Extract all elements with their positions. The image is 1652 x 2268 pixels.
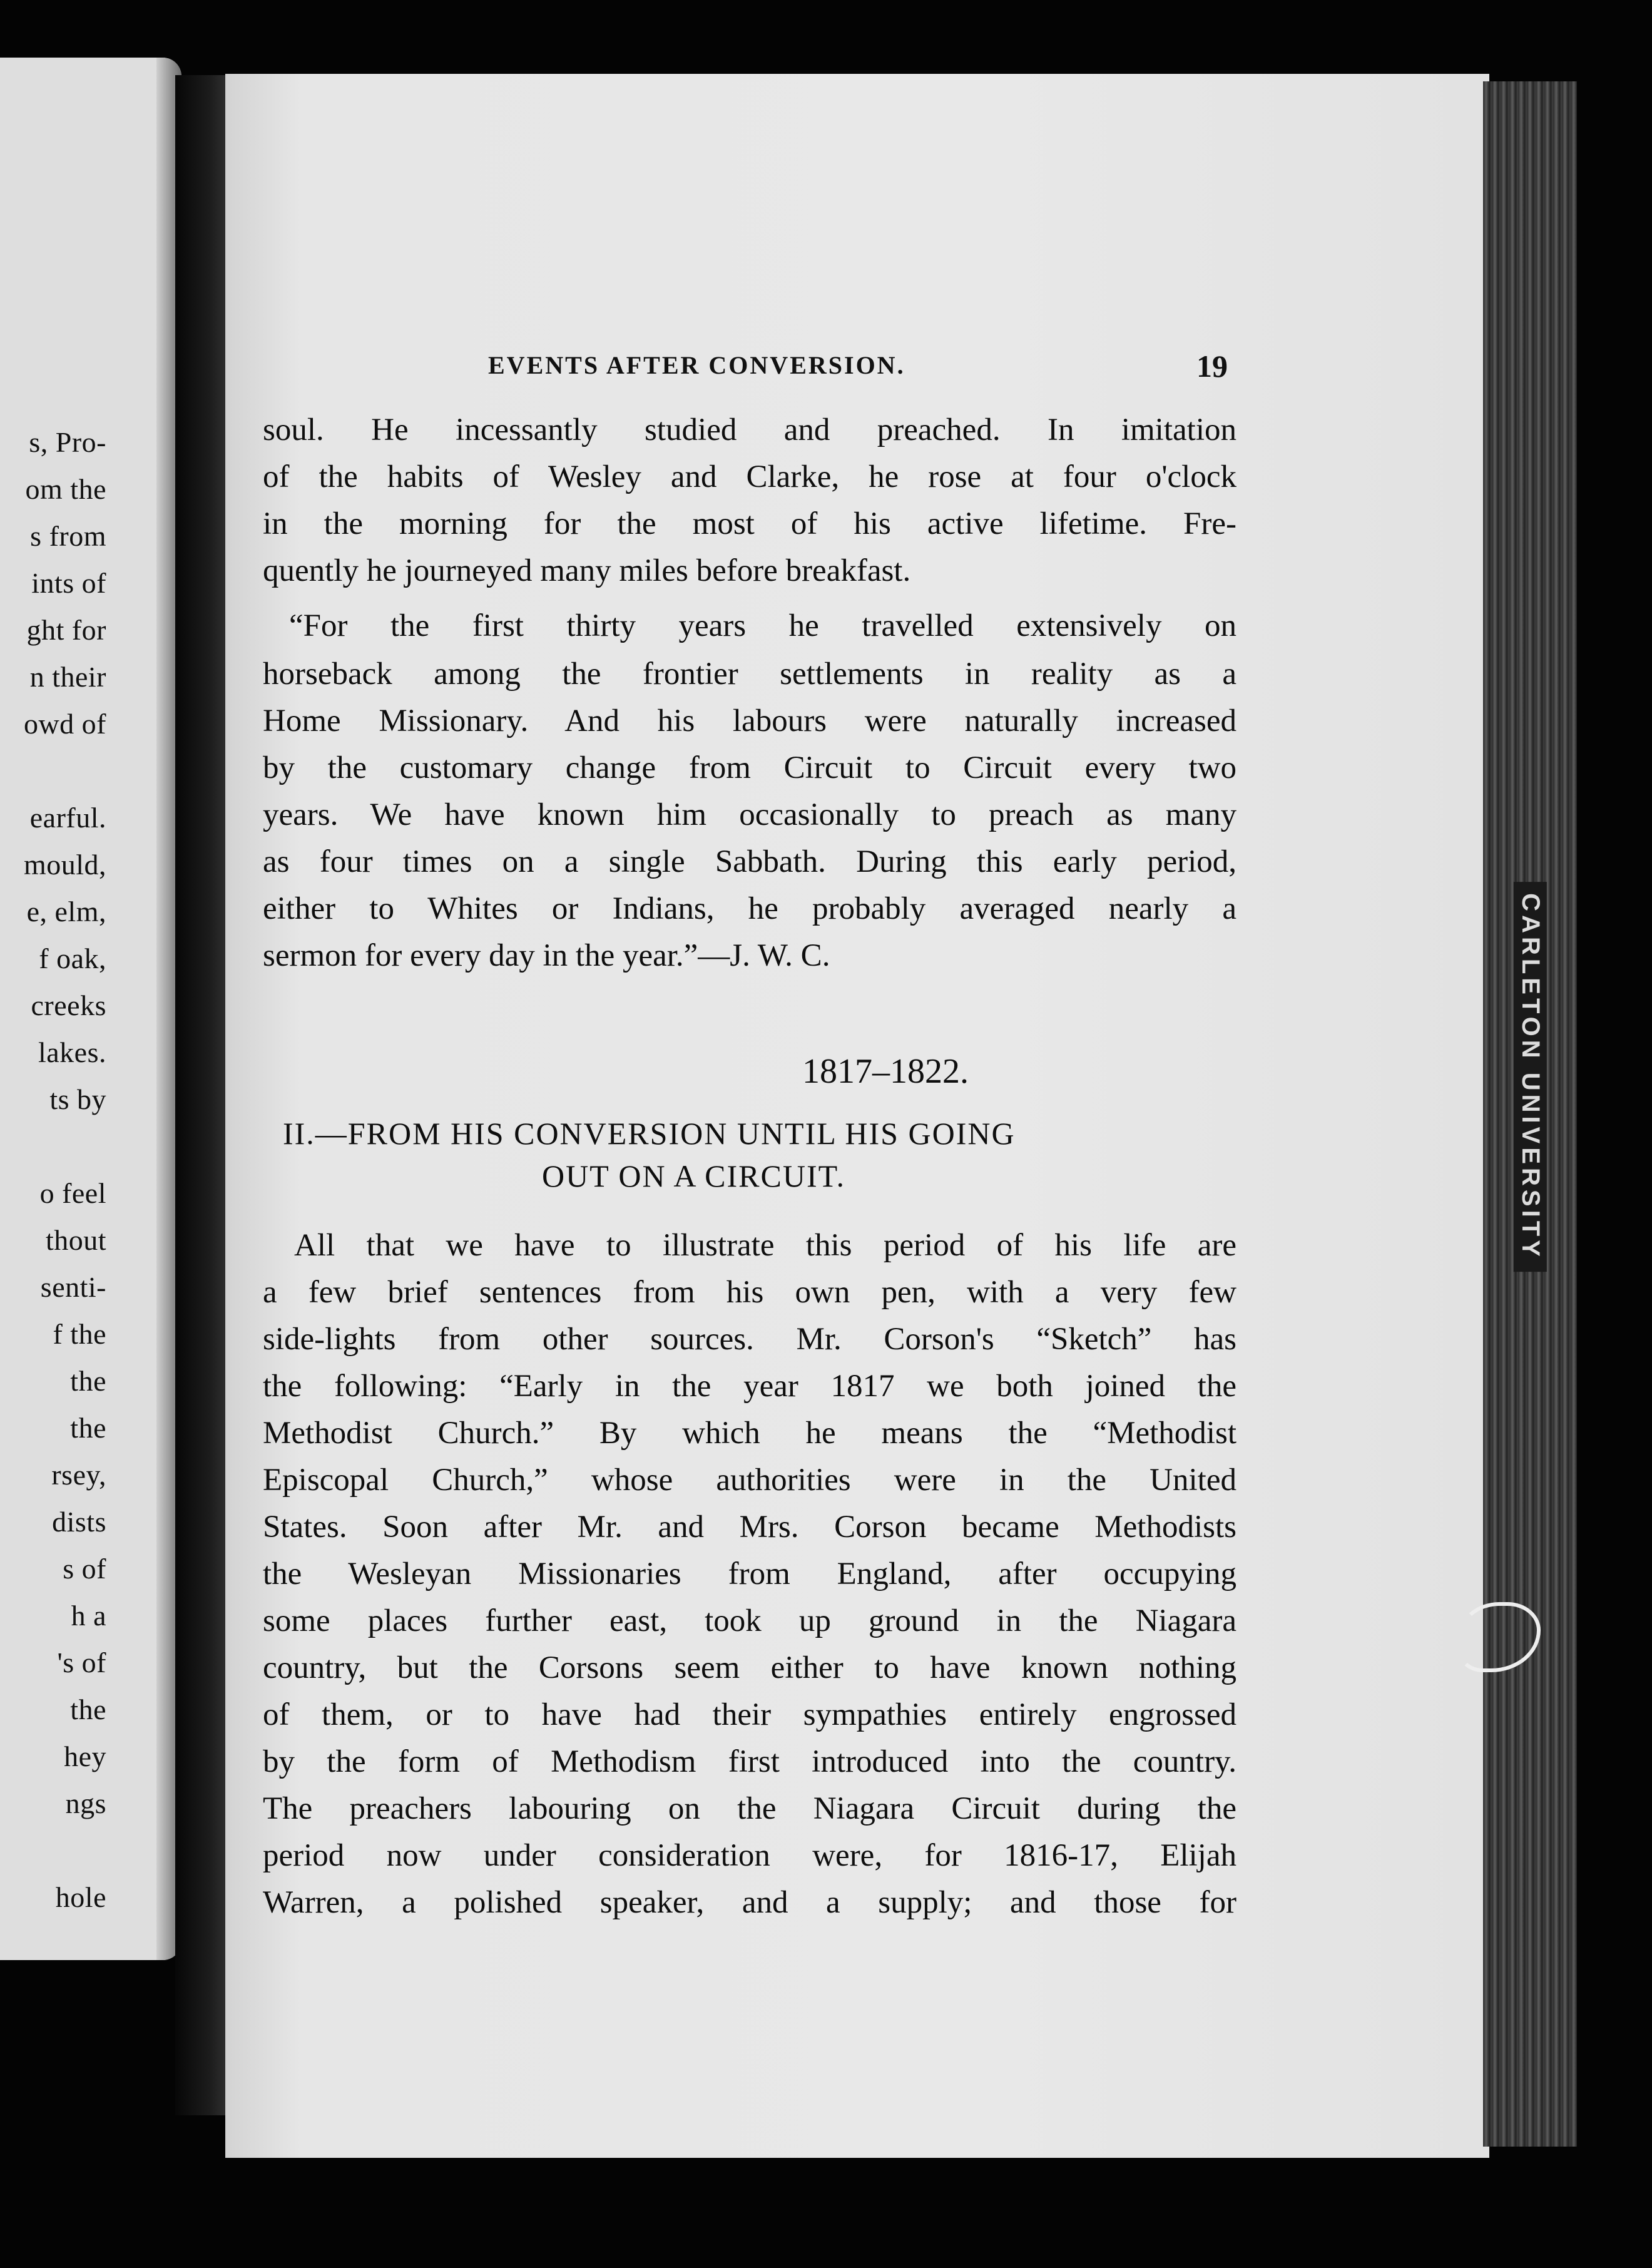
text-line: Warren, a polished speaker, and a supply; and those for	[263, 1885, 1236, 1920]
text-line: either to Whites or Indians, he probably averaged nearly a	[263, 891, 1236, 926]
text-line: soul. He incessantly studied and preached. In imitation	[263, 412, 1236, 447]
chapter-heading: OUT ON A CIRCUIT.	[542, 1158, 845, 1193]
left-page-line: the	[70, 1693, 106, 1725]
date-heading: 1817–1822.	[802, 1052, 969, 1091]
left-page-line: s, Pro-	[29, 426, 106, 458]
left-page-line: ints of	[31, 567, 106, 599]
text-line: period now under consideration were, for 1816-17, Elijah	[263, 1838, 1236, 1873]
text-line: country, but the Corsons seem either to have known nothing	[263, 1650, 1236, 1685]
text-line: The preachers labouring on the Niagara Circuit during the	[263, 1791, 1236, 1826]
left-page-line: ght for	[26, 614, 106, 646]
left-page-line: thout	[45, 1224, 106, 1256]
left-page-line: hey	[64, 1740, 106, 1772]
left-page-line: f the	[53, 1318, 106, 1350]
left-page-line: ngs	[65, 1787, 106, 1819]
text-line: “For the first thirty years he travelled extensively on	[289, 608, 1236, 643]
left-page-line: hole	[55, 1881, 106, 1913]
text-line: some places further east, took up ground in the Niagara	[263, 1603, 1236, 1638]
left-page-line: mould,	[23, 849, 106, 881]
running-head: EVENTS AFTER CONVERSION.	[488, 351, 905, 379]
left-page-line: lakes.	[38, 1036, 106, 1068]
text-line: All that we have to illustrate this period of his life are	[294, 1228, 1236, 1263]
text-line: of the habits of Wesley and Clarke, he rose at four o'clock	[263, 459, 1236, 494]
left-page-line: e, elm,	[26, 896, 106, 927]
text-line: quently he journeyed many miles before breakfast.	[263, 553, 911, 588]
library-stamp-text: CARLETON UNIVERSITY	[1514, 882, 1547, 1272]
chapter-heading: II.—FROM HIS CONVERSION UNTIL HIS GOING	[283, 1116, 1016, 1151]
text-line: Methodist Church.” By which he means the “Methodist	[263, 1416, 1236, 1451]
text-line: the following: “Early in the year 1817 we both joined the	[263, 1369, 1236, 1404]
left-page-line: o feel	[39, 1177, 106, 1209]
text-line: in the morning for the most of his active lifetime. Fre-	[263, 506, 1236, 541]
text-line: a few brief sentences from his own pen, with a very few	[263, 1275, 1236, 1310]
text-line: Episcopal Church,” whose authorities were in the United	[263, 1463, 1236, 1498]
text-line: years. We have known him occasionally to preach as many	[263, 797, 1236, 832]
left-page-line: senti-	[40, 1271, 106, 1303]
left-page-line: om the	[25, 473, 106, 505]
left-page-line: h a	[71, 1600, 106, 1632]
left-page-line: owd of	[23, 708, 106, 740]
text-line: the Wesleyan Missionaries from England, after occupying	[263, 1556, 1236, 1591]
left-page-line: dists	[52, 1506, 106, 1538]
left-page-line: ts by	[49, 1083, 106, 1115]
left-page-line: f oak,	[39, 942, 106, 974]
text-line: by the customary change from Circuit to Circuit every two	[263, 750, 1236, 785]
left-page-line: s of	[63, 1553, 106, 1585]
text-line: States. Soon after Mr. and Mrs. Corson became Methodists	[263, 1509, 1236, 1545]
page-number: 19	[1196, 349, 1228, 384]
text-line: by the form of Methodism first introduced into the country.	[263, 1744, 1236, 1779]
text-line: sermon for every day in the year.”—J. W. C.	[263, 938, 830, 973]
left-page-line: earful.	[29, 802, 106, 834]
left-page-line: rsey,	[51, 1459, 106, 1491]
text-line: side-lights from other sources. Mr. Corson's “Sketch” has	[263, 1322, 1236, 1357]
left-page-line: n their	[29, 661, 106, 693]
left-page-line: 's of	[57, 1647, 106, 1678]
left-page-line: the	[70, 1365, 106, 1397]
left-page-line: creeks	[31, 989, 106, 1021]
text-line: horseback among the frontier settlements in reality as a	[263, 656, 1236, 692]
left-page-line: the	[70, 1412, 106, 1444]
text-line: Home Missionary. And his labours were naturally increased	[263, 703, 1236, 738]
text-line: as four times on a single Sabbath. During this early period,	[263, 844, 1236, 879]
left-facing-page	[0, 58, 181, 1960]
left-page-line: s from	[30, 520, 106, 552]
text-line: of them, or to have had their sympathies entirely engrossed	[263, 1697, 1236, 1732]
